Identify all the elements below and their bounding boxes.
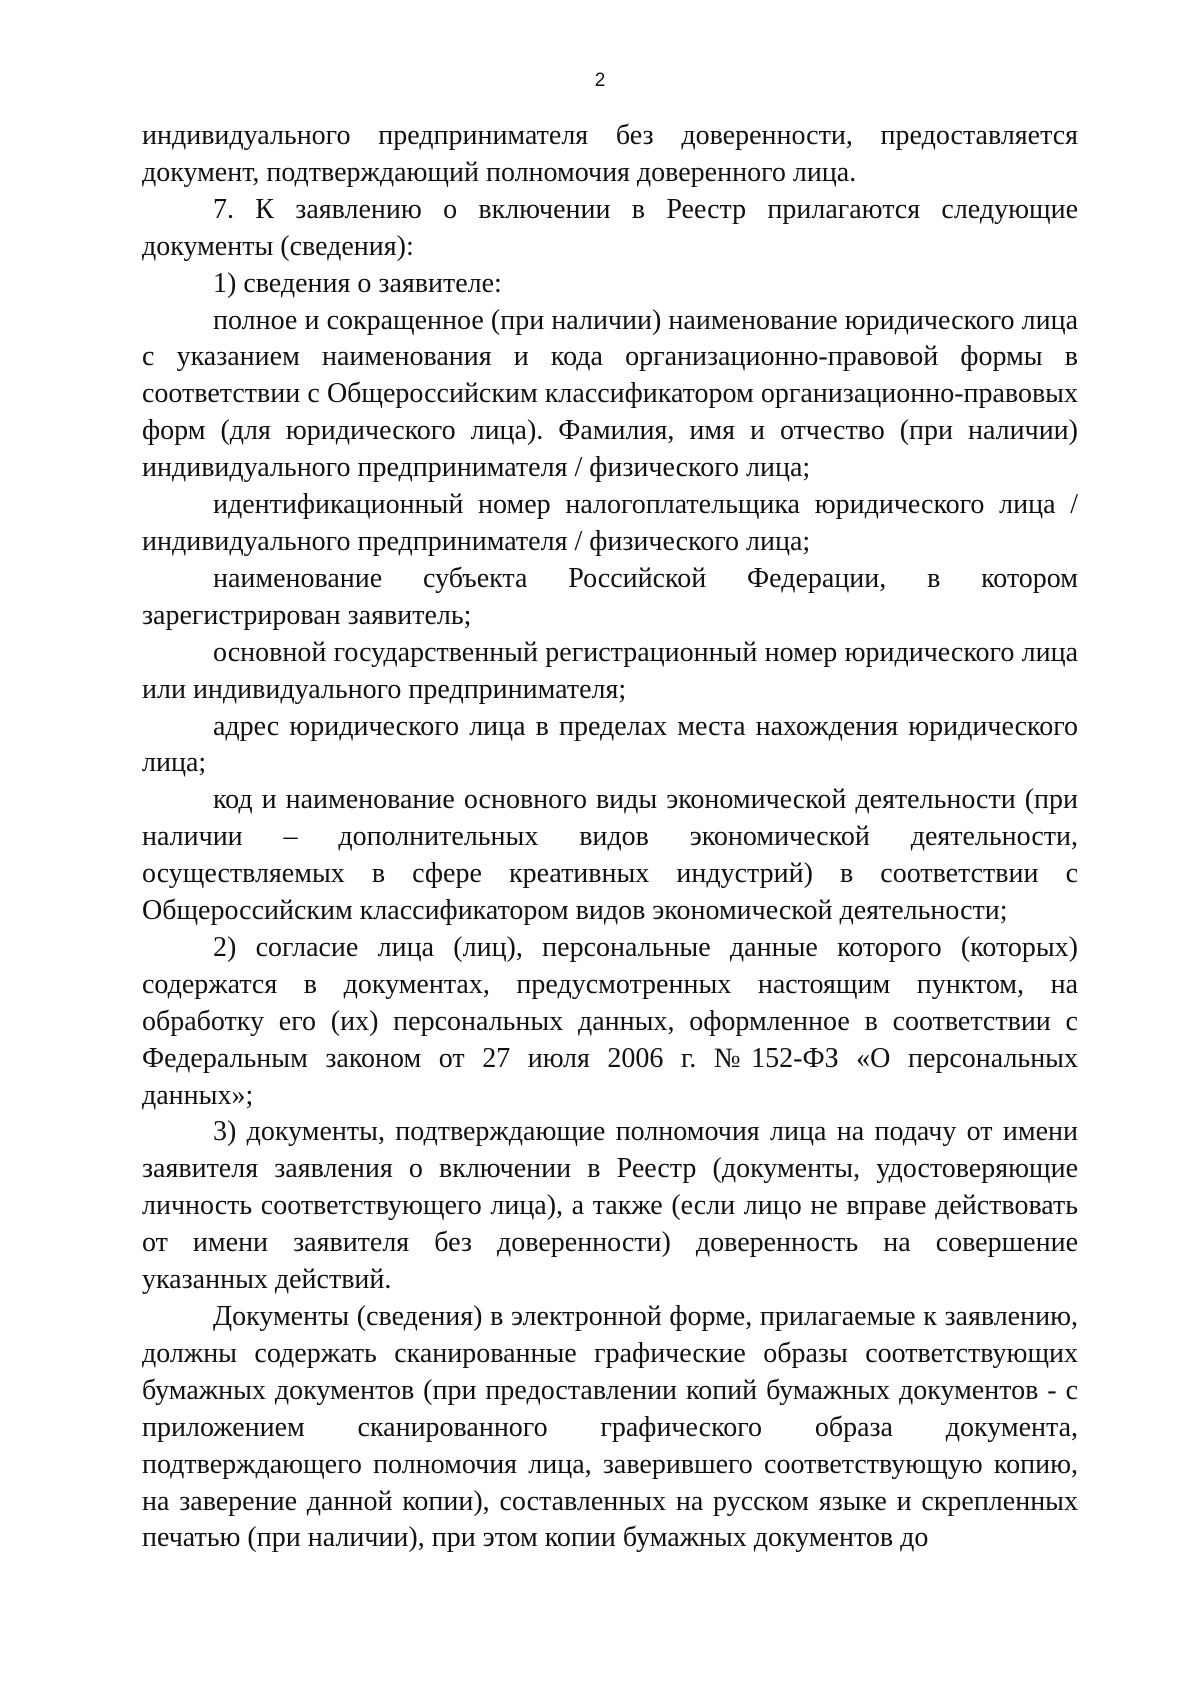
paragraph-continuation: индивидуального предпринимателя без доверенности, предоставляется документ, подтверждающий полномочия доверенного лица. — [142, 120, 1078, 188]
paragraph-full-name: полное и сокращенное (при наличии) наименование юридического лица с указанием наименования и кода организационно-правовой формы в соответствии с Общероссийским классификатором организационно-правовых форм (для юридического лица). Фамилия, имя и отчество (при наличии) индивидуального предпринимателя / физического лица; — [142, 304, 1078, 484]
paragraph-subitem-1: 1) сведения о заявителе: — [213, 267, 502, 299]
paragraph-subitem-3: 3) документы, подтверждающие полномочия лица на подачу от имени заявителя заявления о включении в Реестр (документы, удостоверяющие личность соответствующего лица), а также (если лицо не вправе действовать от имени заявителя без доверенности) доверенность на совершение указанных действий. — [142, 1116, 1078, 1296]
paragraph-subitem-2: 2) согласие лица (лиц), персональные данные которого (которых) содержатся в документах, предусмотренных настоящим пунктом, на обработку его (их) персональных данных, оформленное в соответствии с Федеральным законом от 27 июля 2006 г. №152-ФЗ «О персональных данных»; — [142, 931, 1078, 1111]
paragraph-address: адрес юридического лица в пределах места нахождения юридического лица; — [142, 710, 1078, 779]
document-body — [142, 118, 1078, 1557]
paragraph-ogrn: основной государственный регистрационный номер юридического лица или индивидуального предпринимателя; — [142, 636, 1078, 705]
page-number: 2 — [594, 70, 606, 91]
paragraph-inn: идентификационный номер налогоплательщика юридического лица / индивидуального предпринимателя / физического лица; — [142, 489, 1078, 557]
paragraph-item-7: 7. К заявлению о включении в Реестр прилагаются следующие документы (сведения): — [142, 193, 1078, 262]
paragraph-okved: код и наименование основного виды экономической деятельности (при наличии – дополнительных видов экономической деятельности, осуществляемых в сфере креативных индустрий) в соответствии с Общероссийским классификатором видов экономической деятельности; — [142, 784, 1078, 927]
paragraph-region: наименование субъекта Российской Федерации, в котором зарегистрирован заявитель; — [142, 562, 1078, 631]
paragraph-electronic-documents: Документы (сведения) в электронной форме, прилагаемые к заявлению, должны содержать сканированные графические образы соответствующих бумажных документов (при предоставлении копий бумажных документов - с приложением сканированного графического образа документа, подтверждающего полномочия лица, заверившего соответствующую копию, на заверение данной копии), составленных на русском языке и скрепленных печатью (при наличии), при этом копии бумажных документов до — [142, 1301, 1078, 1554]
